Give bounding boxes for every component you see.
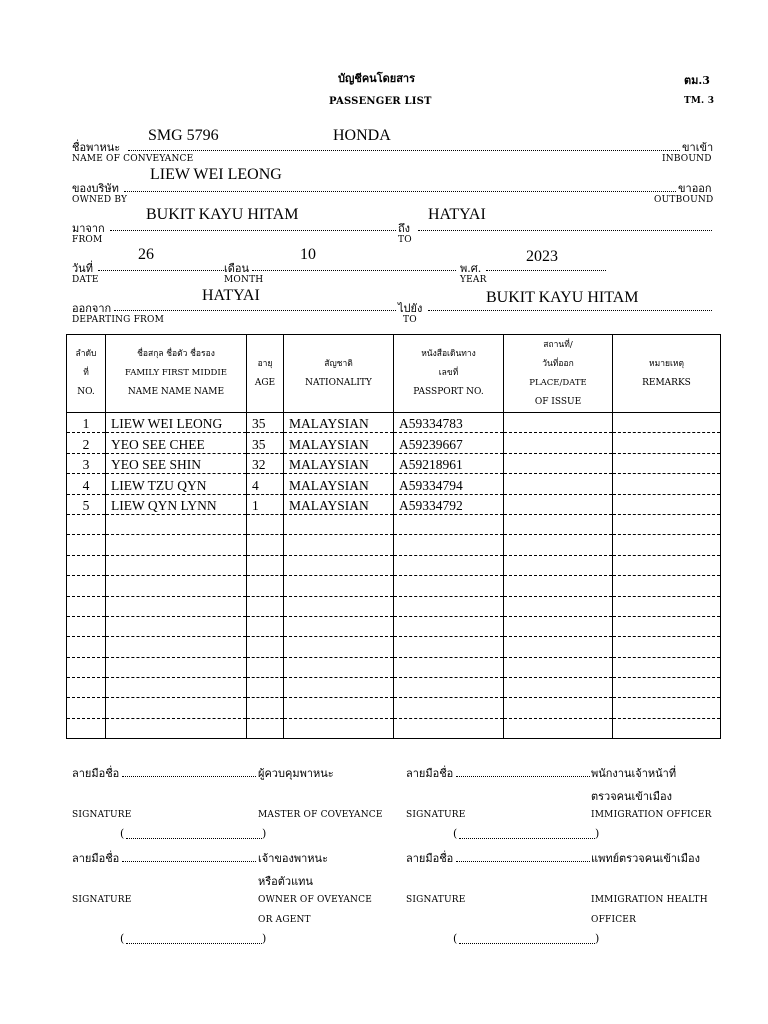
cell-remarks: [613, 678, 721, 698]
departing-label-en: DEPARTING FROM: [72, 315, 165, 325]
cell-age: [247, 535, 284, 555]
inbound-label-en: INBOUND: [662, 154, 712, 164]
officer-label-th1: พนักงานเจ้าหน้าที่: [591, 767, 677, 780]
cell-age: [247, 678, 284, 698]
cell-age: 35: [247, 413, 284, 433]
cell-remarks: [613, 413, 721, 433]
table-row: [67, 474, 721, 494]
cell-passport: [394, 678, 504, 698]
from-label-en: FROM: [72, 235, 103, 245]
table-header-row: [67, 335, 721, 413]
health-label-th: แพทย์ตรวจคนเข้าเมือง: [591, 852, 701, 865]
cell-nationality: MALAYSIAN: [284, 433, 394, 453]
form-code-thai: ตม.3: [684, 74, 710, 87]
to-label-en: TO: [398, 235, 412, 245]
conveyance-label-en: NAME OF CONVEYANCE: [72, 154, 194, 164]
table-row-empty: [67, 555, 721, 575]
table-row-empty: [67, 576, 721, 596]
cell-no: [67, 596, 106, 616]
table-row-empty: [67, 596, 721, 616]
table-row-empty: [67, 535, 721, 555]
cell-age: 1: [247, 494, 284, 514]
sig1-name-line: [126, 838, 262, 839]
col-name-header: ชื่อสกุล ชื่อตัว ชื่อรอง FAMILY FIRST MIDDIE NAME NAME NAME: [106, 335, 247, 413]
cell-age: [247, 514, 284, 534]
passenger-table: [66, 334, 721, 739]
cell-passport: A59334792: [394, 494, 504, 514]
cell-name: [106, 514, 247, 534]
title-english: PASSENGER LIST: [329, 96, 432, 107]
cell-passport: [394, 596, 504, 616]
table-row: [67, 433, 721, 453]
table-row-empty: [67, 678, 721, 698]
cell-age: 4: [247, 474, 284, 494]
sig4-paren-open: (: [453, 932, 458, 945]
col-remarks-header: หมายเหตุ REMARKS: [613, 335, 721, 413]
outbound-label-th: ขาออก: [678, 182, 712, 195]
cell-passport: A59334783: [394, 413, 504, 433]
cell-remarks: [613, 616, 721, 636]
cell-remarks: [613, 474, 721, 494]
cell-no: [67, 535, 106, 555]
owner-sig-label-en2: OR AGENT: [258, 915, 311, 925]
date-label-en: DATE: [72, 275, 99, 285]
cell-name: [106, 535, 247, 555]
cell-name: [106, 698, 247, 718]
cell-remarks: [613, 637, 721, 657]
officer-label-en: IMMIGRATION OFFICER: [591, 810, 712, 820]
cell-place: [504, 453, 613, 473]
form-code-english: TM. 3: [684, 96, 715, 106]
col-no-header: ลำดับ ที่ NO.: [67, 335, 106, 413]
cell-place: [504, 474, 613, 494]
master-label-en: MASTER OF COVEYANCE: [258, 810, 383, 820]
cell-no: [67, 657, 106, 677]
table-row-empty: [67, 698, 721, 718]
cell-age: [247, 657, 284, 677]
sig1-label-en: SIGNATURE: [72, 810, 132, 820]
cell-nationality: [284, 535, 394, 555]
departing-dotted-line: [114, 310, 396, 311]
cell-no: 2: [67, 433, 106, 453]
cell-age: [247, 596, 284, 616]
owner-label-th: ของบริษัท: [72, 182, 119, 195]
cell-age: [247, 616, 284, 636]
from-value: BUKIT KAYU HITAM: [146, 206, 299, 223]
from-dotted-line: [110, 230, 396, 231]
cell-nationality: [284, 637, 394, 657]
sig3-name-line: [126, 943, 262, 944]
cell-passport: [394, 555, 504, 575]
to-value: HATYAI: [428, 206, 486, 223]
sig3-label-th: ลายมือชื่อ: [72, 852, 120, 865]
cell-place: [504, 678, 613, 698]
sig2-paren-close: ): [595, 827, 600, 840]
cell-name: LIEW TZU QYN: [106, 474, 247, 494]
health-label-en1: IMMIGRATION HEALTH: [591, 895, 708, 905]
cell-remarks: [613, 657, 721, 677]
cell-age: [247, 698, 284, 718]
sig4-line: [456, 861, 590, 862]
owner-sig-label-en1: OWNER OF OVEYANCE: [258, 895, 372, 905]
officer-label-th2: ตรวจคนเข้าเมือง: [591, 790, 672, 803]
cell-age: [247, 555, 284, 575]
cell-remarks: [613, 453, 721, 473]
cell-no: [67, 718, 106, 738]
cell-place: [504, 596, 613, 616]
table-row-empty: [67, 657, 721, 677]
month-dotted-line: [252, 270, 456, 271]
departing-value: HATYAI: [202, 287, 260, 304]
cell-nationality: MALAYSIAN: [284, 494, 394, 514]
sig2-label-th: ลายมือชื่อ: [406, 767, 454, 780]
cell-place: [504, 413, 613, 433]
cell-nationality: MALAYSIAN: [284, 474, 394, 494]
month-value: 10: [300, 246, 316, 263]
cell-nationality: [284, 678, 394, 698]
cell-age: [247, 718, 284, 738]
date-value: 26: [138, 246, 154, 263]
cell-nationality: MALAYSIAN: [284, 453, 394, 473]
conveyance-plate: SMG 5796: [148, 127, 219, 144]
col-place-header: สถานที่/ วันที่ออก PLACE/DATE OF ISSUE: [504, 335, 613, 413]
cell-passport: [394, 616, 504, 636]
sig1-line: [122, 776, 256, 777]
cell-passport: [394, 637, 504, 657]
cell-place: [504, 637, 613, 657]
cell-no: 1: [67, 413, 106, 433]
cell-place: [504, 576, 613, 596]
cell-passport: A59239667: [394, 433, 504, 453]
inbound-label-th: ขาเข้า: [682, 141, 714, 154]
sig1-paren-open: (: [120, 827, 125, 840]
cell-no: [67, 678, 106, 698]
cell-remarks: [613, 433, 721, 453]
owner-sig-label-th2: หรือตัวแทน: [258, 875, 313, 888]
conveyance-dotted-line: [128, 150, 680, 151]
cell-place: [504, 494, 613, 514]
cell-name: [106, 657, 247, 677]
conveyance-label-th: ชื่อพาหนะ: [72, 141, 121, 154]
sig3-paren-close: ): [262, 932, 267, 945]
cell-no: [67, 698, 106, 718]
destination-label-th: ไปยัง: [398, 302, 423, 315]
sig4-label-en: SIGNATURE: [406, 895, 466, 905]
year-value: 2023: [526, 248, 558, 265]
cell-name: YEO SEE SHIN: [106, 453, 247, 473]
cell-passport: [394, 535, 504, 555]
cell-place: [504, 657, 613, 677]
cell-no: 5: [67, 494, 106, 514]
cell-no: [67, 576, 106, 596]
cell-remarks: [613, 698, 721, 718]
cell-nationality: [284, 596, 394, 616]
sig3-paren-open: (: [120, 932, 125, 945]
year-label-en: YEAR: [460, 275, 487, 285]
sig2-label-en: SIGNATURE: [406, 810, 466, 820]
sig2-paren-open: (: [453, 827, 458, 840]
cell-name: [106, 616, 247, 636]
cell-place: [504, 616, 613, 636]
cell-place: [504, 718, 613, 738]
outbound-label-en: OUTBOUND: [654, 195, 714, 205]
table-row-empty: [67, 514, 721, 534]
cell-remarks: [613, 555, 721, 575]
cell-passport: [394, 698, 504, 718]
from-label-th: มาจาก: [72, 222, 105, 235]
destination-dotted-line: [428, 310, 712, 311]
cell-place: [504, 698, 613, 718]
sig3-line: [122, 861, 256, 862]
sig4-paren-close: ): [595, 932, 600, 945]
cell-passport: A59218961: [394, 453, 504, 473]
owner-dotted-line: [124, 191, 676, 192]
cell-age: 32: [247, 453, 284, 473]
sig2-name-line: [459, 838, 595, 839]
cell-name: LIEW QYN LYNN: [106, 494, 247, 514]
cell-nationality: [284, 718, 394, 738]
cell-name: [106, 576, 247, 596]
cell-nationality: [284, 657, 394, 677]
destination-label-en: TO: [403, 315, 417, 325]
cell-place: [504, 433, 613, 453]
conveyance-make: HONDA: [333, 127, 391, 144]
sig4-name-line: [459, 943, 595, 944]
cell-nationality: MALAYSIAN: [284, 413, 394, 433]
cell-no: [67, 514, 106, 534]
cell-passport: [394, 514, 504, 534]
cell-nationality: [284, 514, 394, 534]
cell-remarks: [613, 535, 721, 555]
owner-label-en: OWNED BY: [72, 195, 128, 205]
col-nationality-header: สัญชาติ NATIONALITY: [284, 335, 394, 413]
year-label-th: พ.ศ.: [460, 262, 482, 275]
cell-name: LIEW WEI LEONG: [106, 413, 247, 433]
sig2-line: [456, 776, 590, 777]
sig1-paren-close: ): [262, 827, 267, 840]
cell-age: [247, 637, 284, 657]
title-thai: บัญชีคนโดยสาร: [338, 72, 415, 85]
cell-remarks: [613, 514, 721, 534]
health-label-en2: OFFICER: [591, 915, 637, 925]
table-row-empty: [67, 637, 721, 657]
to-label-th: ถึง: [398, 222, 411, 235]
cell-nationality: [284, 555, 394, 575]
owner-value: LIEW WEI LEONG: [150, 166, 282, 183]
departing-label-th: ออกจาก: [72, 302, 112, 315]
cell-no: [67, 555, 106, 575]
cell-name: [106, 718, 247, 738]
sig4-label-th: ลายมือชื่อ: [406, 852, 454, 865]
table-row: [67, 453, 721, 473]
table-row-empty: [67, 616, 721, 636]
cell-remarks: [613, 596, 721, 616]
cell-passport: [394, 718, 504, 738]
master-label-th: ผู้ควบคุมพาหนะ: [258, 767, 334, 780]
cell-passport: [394, 657, 504, 677]
month-label-en: MONTH: [224, 275, 264, 285]
cell-name: [106, 555, 247, 575]
cell-age: 35: [247, 433, 284, 453]
cell-remarks: [613, 576, 721, 596]
sig1-label-th: ลายมือชื่อ: [72, 767, 120, 780]
to-dotted-line: [418, 230, 712, 231]
cell-name: [106, 596, 247, 616]
cell-no: [67, 616, 106, 636]
cell-nationality: [284, 616, 394, 636]
cell-nationality: [284, 698, 394, 718]
cell-place: [504, 514, 613, 534]
destination-value: BUKIT KAYU HITAM: [486, 289, 639, 306]
col-passport-header: หนังสือเดินทาง เลขที่ PASSPORT NO.: [394, 335, 504, 413]
cell-no: 3: [67, 453, 106, 473]
cell-place: [504, 535, 613, 555]
date-dotted-line: [98, 270, 224, 271]
cell-passport: A59334794: [394, 474, 504, 494]
owner-sig-label-th1: เจ้าของพาหนะ: [258, 852, 328, 865]
cell-no: 4: [67, 474, 106, 494]
table-row: [67, 413, 721, 433]
col-age-header: อายุ AGE: [247, 335, 284, 413]
cell-no: [67, 637, 106, 657]
date-label-th: วันที่: [72, 262, 93, 275]
table-row-empty: [67, 718, 721, 738]
cell-remarks: [613, 718, 721, 738]
cell-passport: [394, 576, 504, 596]
cell-age: [247, 576, 284, 596]
cell-name: [106, 678, 247, 698]
cell-remarks: [613, 494, 721, 514]
month-label-th: เดือน: [224, 262, 250, 275]
cell-name: YEO SEE CHEE: [106, 433, 247, 453]
cell-name: [106, 637, 247, 657]
sig3-label-en: SIGNATURE: [72, 895, 132, 905]
year-dotted-line: [486, 270, 606, 271]
table-row: [67, 494, 721, 514]
cell-nationality: [284, 576, 394, 596]
cell-place: [504, 555, 613, 575]
